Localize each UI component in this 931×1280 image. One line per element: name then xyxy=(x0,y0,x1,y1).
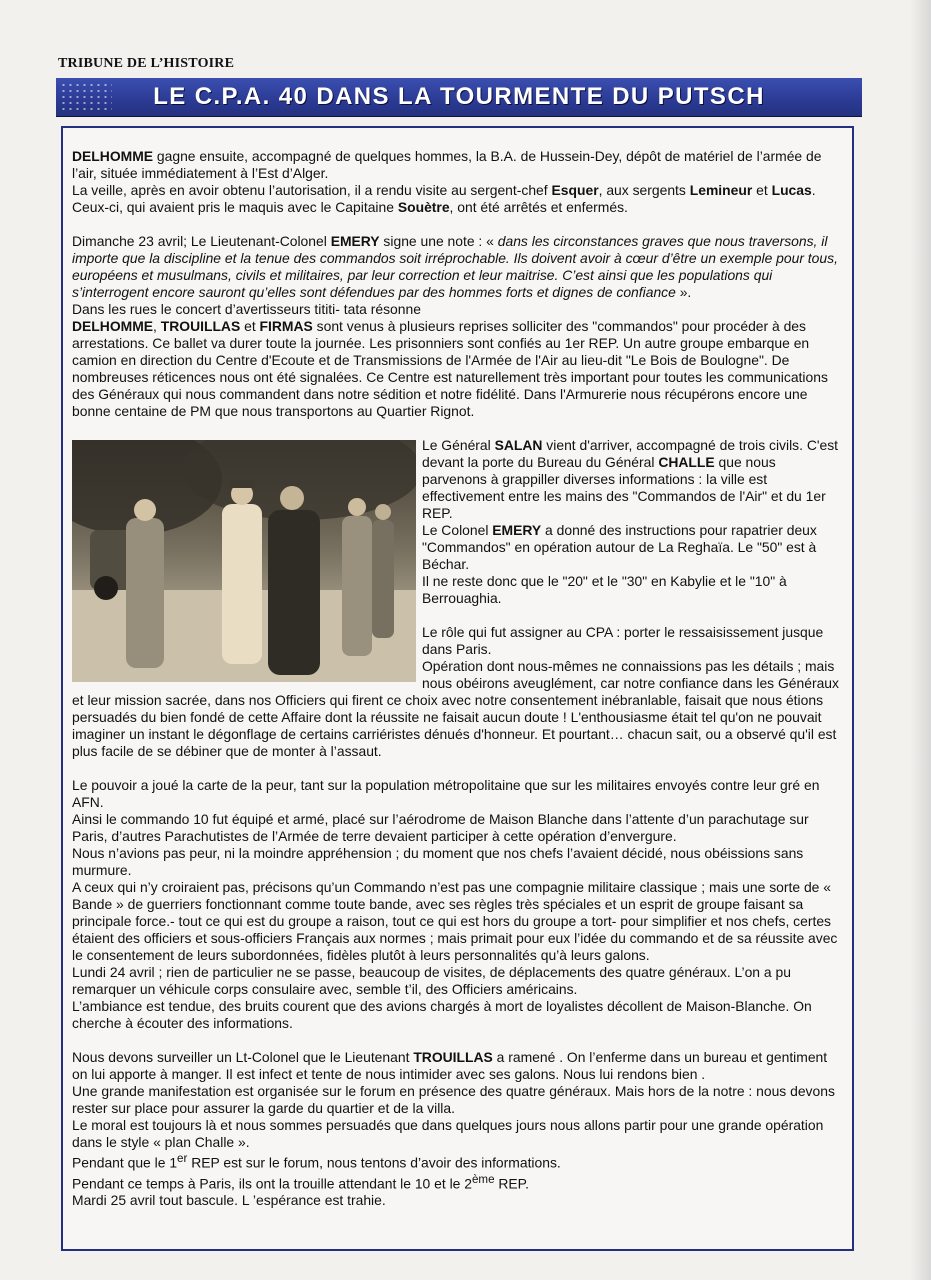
paragraph-text: signe une note : « xyxy=(379,233,498,249)
paragraph-text: Le pouvoir a joué la carte de la peur, tant sur la population métropolitaine que sur les militaires envoyés contre leur gré en AFN. xyxy=(72,777,820,810)
emery-note-quote: dans les circonstances graves que nous traversons, il importe que la discipline et la tenue des commandos soit irréprochable. Ils doivent avoir à cœur d’être un exemple pour tous, européens et musulmans, civils et militaires, par leur correction et leur maitrise. C’est ainsi que les populations qui s’interrogent encore sauront qu’elles sont défendues par des hommes forts et dignes de confiance xyxy=(72,233,838,300)
paragraph-text: Le rôle qui fut assigner au CPA : porter le ressaisissement jusque dans Paris. xyxy=(422,624,824,657)
paragraph-text: REP. xyxy=(494,1175,530,1192)
paragraph-text: Pendant que le 1 xyxy=(72,1154,178,1171)
article-title: LE C.P.A. 40 DANS LA TOURMENTE DU PUTSCH xyxy=(153,83,765,110)
superscript: ème xyxy=(471,1173,495,1186)
paragraph-text: . Ceux-ci, qui avaient pris le maquis avec le Capitaine xyxy=(72,182,816,215)
paragraph-text: gagne ensuite, accompagné de quelques hommes, la B.A. de Hussein-Dey, dépôt de matériel de l’armée de l’air, située immédiatement à l’Est d’Alger. xyxy=(72,148,822,181)
paragraph-text: Le Général xyxy=(422,437,495,453)
paragraph-text: que nous parvenons à grappiller diverses informations : la ville est effectivement entre les mains des "Commandos de l'Air" et du 1er REP. xyxy=(422,454,826,521)
paragraph-lt-colonel xyxy=(72,1049,842,1209)
paragraph-text: , ont été arrêtés et enfermés. xyxy=(449,199,628,215)
section-rubric: TRIBUNE DE L’HISTOIRE xyxy=(58,56,235,71)
paragraph-text: REP est sur le forum, nous tentons d’avoir des informations. xyxy=(187,1154,561,1171)
name-challe: CHALLE xyxy=(658,454,715,470)
paragraph-text: A ceux qui n’y croiraient pas, précisons qu’un Commando n’est pas une compagnie militaire classique ; mais une sorte de « Bande » de guerriers fonctionnant comme toute bande, avec ses règles très spéciales et un esprit de groupe faisant sa principale force.- tout ce qui est du groupe a raison, tout ce qui est hors du groupe a tort- pour simplifier et nos chefs, certes étaient des officiers et sous-officiers Français aux normes ; mais primait pour eux l’idée du commando et de sa réussite avec le consentement de leurs subordonnées, fidèles plutôt à leurs personnalités qu’à leurs galons. xyxy=(72,879,838,963)
paragraph-text: ». xyxy=(675,284,692,300)
paragraph-text: Ainsi le commando 10 fut équipé et armé, placé sur l’aérodrome de Maison Blanche dans l’attente d’un parachutage sur Paris, d’autres Parachutistes de l’Armée de terre devaient participer à cette opération d’envergure. xyxy=(72,811,809,844)
paragraph-text: Dans les rues le concert d’avertisseurs tititi- tata résonne xyxy=(72,301,421,317)
paragraph-text: Une grande manifestation est organisée sur le forum en présence des quatre généraux. Mais hors de la notre : nous devons rester sur place pour assurer la garde du quartier et de la villa. xyxy=(72,1083,835,1116)
paragraph-text: La veille, après en avoir obtenu l’autorisation, il a rendu visite au sergent-chef xyxy=(72,182,552,198)
paragraph-text: Le Colonel xyxy=(422,522,493,538)
name-trouillas: TROUILLAS xyxy=(413,1049,493,1065)
title-banner xyxy=(56,78,862,116)
name-lucas: Lucas xyxy=(771,182,812,198)
historical-photo xyxy=(72,440,416,682)
name-firmas: FIRMAS xyxy=(259,318,313,334)
page-edge-shadow xyxy=(909,0,931,1280)
paragraph-text: Nous devons surveiller un Lt-Colonel que le Lieutenant xyxy=(72,1049,414,1065)
article-body xyxy=(72,148,842,1209)
paragraph-text: , aux sergents xyxy=(598,182,690,198)
name-delhomme: DELHOMME xyxy=(72,318,154,334)
photo-generals-walking xyxy=(72,440,416,682)
paragraph-text: Mardi 25 avril tout bascule. L ’espérance est trahie. xyxy=(72,1192,386,1209)
name-esquer: Esquer xyxy=(551,182,599,198)
name-salan: SALAN xyxy=(494,437,543,453)
paragraph-text: Opération dont nous-mêmes ne connaissions pas les détails ; mais nous obéirons aveuglément, car notre confiance dans les Généraux et leur mission sacrée, dans nos Officiers qui firent ce choix avec notre consentement inébranlable, faisait que nous étions persuadés du bien fondé de cette Affaire dont la réussite ne faisait aucun doute ! L'enthousiasme était tel qu'on ne pouvait imaginer un instant le dégonflage de certains carriéristes dénués d'honneur. Et pourtant… chacun sait, ou a observé qu'il est plus facile de se débiner que de monter à l’assaut. xyxy=(72,658,839,759)
paragraph-text: Lundi 24 avril ; rien de particulier ne se passe, beaucoup de visites, de déplacements des quatre généraux. L’on a pu remarquer un véhicule corps consulaire avec, semble t’il, des Officiers américains. xyxy=(72,964,791,997)
name-emery: EMERY xyxy=(330,233,380,249)
paragraph-text: Dimanche 23 avril; Le Lieutenant-Colonel xyxy=(72,233,331,249)
paragraph-text: a ramené . On l’enferme dans un bureau et gentiment on lui apporte à manger. Il est infect et tente de nous intimider avec ses galons. Nous lui rendons bien . xyxy=(72,1049,828,1082)
paragraph-text: et xyxy=(240,318,260,334)
paragraph-text: Il ne reste donc que le "20" et le "30" en Kabylie et le "10" à Berrouaghia. xyxy=(422,573,787,606)
name-trouillas: TROUILLAS xyxy=(160,318,241,334)
paragraph-text: L’ambiance est tendue, des bruits courent que des avions chargés à mort de loyalistes décollent de Maison-Blanche. On cherche à écouter des informations. xyxy=(72,998,812,1031)
paragraph-text: et xyxy=(752,182,772,198)
name-lemineur: Lemineur xyxy=(689,182,753,198)
name-delhomme: DELHOMME xyxy=(72,148,154,164)
paragraph-text: Nous n’avions pas peur, ni la moindre appréhension ; du moment que nos chefs l’avaient décidé, nous obéissions sans murmure. xyxy=(72,845,804,878)
paragraph-pouvoir xyxy=(72,777,842,1032)
paragraph-text: vient d'arriver, accompagné de trois civils. C'est devant la porte du Bureau du Général xyxy=(422,437,839,470)
name-emery: EMERY xyxy=(492,522,542,538)
paragraph-text: Le moral est toujours là et nous sommes persuadés que dans quelques jours nous allons partir pour une grande opération dans le style « plan Challe ». xyxy=(72,1117,824,1150)
paragraph-text: sont venus à plusieurs reprises solliciter des "commandos" pour procéder à des arrestations. Ce ballet va durer toute la journée. Les prisonniers sont confiés au 1er REP. Un autre groupe embarque en camion en direction du Centre d'Ecoute et de Transmissions de l'Armée de l'Air au lieu-dit "Le Bois de Boulogne". De nombreuses réticences nous ont été signalées. Ce Centre est naturellement très important pour toutes les communications des Généraux qui nous commandent dans notre sédition et notre fidélité. Dans l'Armurerie nous récupérons encore une bonne centaine de PM que nous transportons au Quartier Rignot. xyxy=(72,318,828,419)
name-souetre: Souètre xyxy=(397,199,450,215)
superscript: er xyxy=(177,1153,188,1165)
paragraph-text: , xyxy=(153,318,161,334)
paragraph-text: a donné des instructions pour rapatrier deux "Commandos" en opération autour de La Reghaïa. Le "50" est à Béchar. xyxy=(422,522,817,572)
paragraph-dimanche xyxy=(72,233,842,420)
paragraph-text: Pendant ce temps à Paris, ils ont la trouille attendant le 10 et le 2 xyxy=(72,1175,472,1192)
paragraph-delhomme xyxy=(72,148,842,216)
